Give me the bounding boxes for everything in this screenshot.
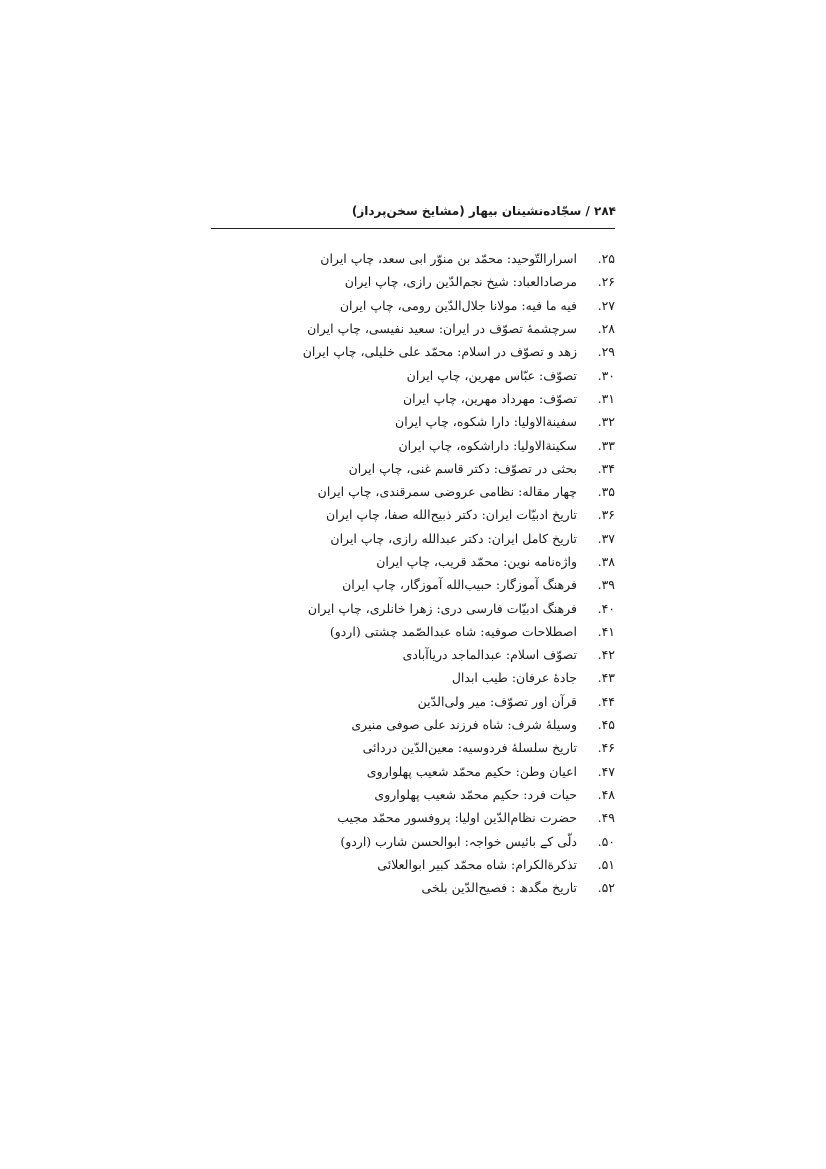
bibliography-entry [195, 317, 615, 340]
entry-number: ۳۷. [597, 530, 615, 546]
entry-text: تصوّف: مهرداد مهرین، چاپ ایران [403, 390, 577, 406]
header-rule [211, 228, 615, 229]
entry-text: حیات فرد: حکیم محمّد شعیب پهلواروی [374, 786, 577, 802]
entry-number: ۳۰. [597, 367, 615, 383]
entry-text: فرهنگ آموزگار: حبیب‌الله آموزگار، چاپ ایران [342, 577, 577, 593]
entry-number: ۲۹. [597, 344, 615, 360]
entry-number: ۲۷. [597, 297, 615, 313]
entry-number: ۳۶. [597, 507, 615, 523]
bibliography-entry [195, 666, 615, 689]
entry-number: ۳۱. [597, 390, 615, 406]
entry-number: ۳۹. [597, 577, 615, 593]
entry-number: ۳۸. [597, 554, 615, 569]
entry-text: اسرارالتّوحید: محمّد بن منوّر ابی سعد، چاپ ایران [320, 251, 577, 267]
bibliography-entry [195, 363, 615, 386]
entry-number: ۴۲. [597, 647, 615, 663]
entry-text: حضرت نظام‌الدّین اولیا: پروفسور محمّد مجیب [337, 810, 577, 826]
entry-text: زهد و تصوّف در اسلام: محمّد علی خلیلی، چاپ ایران [302, 344, 577, 360]
entry-number: ۴۵. [597, 717, 615, 733]
bibliography-entry [195, 294, 615, 317]
entry-number: ۴۶. [597, 740, 615, 756]
entry-text: چهار مقاله: نظامی عروضی سمرقندی، چاپ ایران [317, 484, 577, 500]
entry-text: تذکرةالکرام: شاه محمّد کبیر ابوالعلائی [377, 856, 577, 872]
bibliography-list [195, 247, 615, 899]
bibliography-entry [195, 783, 615, 806]
bibliography-entry [195, 433, 615, 456]
bibliography-entry [195, 620, 615, 643]
bibliography-entry [195, 829, 615, 852]
entry-text: تصوّف اسلام: عبدالماجد دریاآبادی [402, 647, 577, 663]
bibliography-entry [195, 736, 615, 759]
bibliography-entry [195, 550, 615, 573]
entry-text: اصطلاحات صوفیه: شاه عبدالصّمد چشتی (اردو) [329, 623, 577, 639]
entry-number: ۴۰. [597, 600, 615, 616]
entry-number: ۵۲. [597, 880, 615, 896]
bibliography-entry [195, 690, 615, 713]
bibliography-entry [195, 876, 615, 899]
bibliography-entry [195, 340, 615, 363]
bibliography-entry [195, 270, 615, 293]
entry-text: تاریخ کامل ایران: دکتر عبدالله رازی، چاپ ایران [330, 530, 577, 546]
entry-number: ۴۱. [597, 623, 615, 639]
entry-number: ۳۴. [597, 460, 615, 476]
entry-number: ۳۵. [597, 484, 615, 500]
entry-number: ۴۴. [597, 693, 615, 709]
entry-number: ۴۷. [597, 763, 615, 779]
bibliography-entry [195, 596, 615, 619]
entry-number: ۵۱. [597, 856, 615, 872]
entry-text: تصوّف: عبّاس مهرین، چاپ ایران [406, 367, 577, 383]
bibliography-entry [195, 760, 615, 783]
running-head: ۲۸۴ / سجّاده‌نشینان بیهار (مشایخ سخن‌پرداز) [351, 204, 616, 218]
entry-text: فیه ما فیه: مولانا جلال‌الدّین رومی، چاپ ایران [339, 297, 577, 313]
bibliography-entry [195, 410, 615, 433]
entry-text: اعیان وطن: حکیم محمّد شعیب پهلواروی [366, 763, 577, 779]
entry-number: ۳۲. [597, 414, 615, 430]
entry-number: ۴۸. [597, 786, 615, 802]
entry-number: ۴۳. [597, 670, 615, 686]
entry-text: سرچشمهٔ تصوّف در ایران: سعید نفیسی، چاپ ایران [307, 321, 577, 337]
entry-text: مرصادالعباد: شیخ نجم‌الدّین رازی، چاپ ایران [344, 274, 577, 290]
entry-text: فرهنگ ادبیّات فارسی دری: زهرا خانلری، چاپ ایران [307, 600, 577, 616]
bibliography-entry [195, 457, 615, 480]
bibliography-entry [195, 713, 615, 736]
entry-text: قرآن اور تصوّف: میر ولی‌الدّین [417, 693, 577, 709]
entry-number: ۲۶. [597, 274, 615, 290]
entry-text: سکینةالاولیا: داراشکوه، چاپ ایران [398, 437, 577, 453]
entry-text: واژه‌نامه نوین: محمّد قریب، چاپ ایران [376, 554, 577, 569]
entry-text: بحثی در تصوّف: دکتر قاسم غنی، چاپ ایران [348, 460, 577, 476]
bibliography-entry [195, 387, 615, 410]
bibliography-entry [195, 573, 615, 596]
entry-text: تاریخ سلسلهٔ فردوسیه: معین‌الدّین دردائی [362, 740, 577, 756]
entry-text: دلّی کے بائیس خواجہ: ابوالحسن شارب (اردو) [340, 833, 577, 849]
bibliography-entry [195, 806, 615, 829]
entry-number: ۵۰. [597, 833, 615, 849]
entry-number: ۲۸. [597, 321, 615, 337]
entry-text: تاریخ مگدھ : فصیح‌الدّین بلخی [421, 880, 577, 896]
bibliography-entry [195, 853, 615, 876]
bibliography-entry [195, 480, 615, 503]
entry-number: ۳۳. [597, 437, 615, 453]
entry-number: ۴۹. [597, 810, 615, 826]
entry-text: تاریخ ادبیّات ایران: دکتر ذبیح‌الله صفا، چاپ ایران [325, 507, 577, 523]
bibliography-entry [195, 527, 615, 550]
entry-text: وسیلهٔ شرف: شاه فرزند علی صوفی منیری [351, 717, 577, 733]
bibliography-entry [195, 643, 615, 666]
entry-number: ۲۵. [597, 251, 615, 267]
bibliography-entry [195, 503, 615, 526]
bibliography-entry [195, 247, 615, 270]
entry-text: سفینةالاولیا: دارا شکوه، چاپ ایران [395, 414, 577, 430]
entry-text: جادهٔ عرفان: طیب ابدال [451, 670, 577, 686]
